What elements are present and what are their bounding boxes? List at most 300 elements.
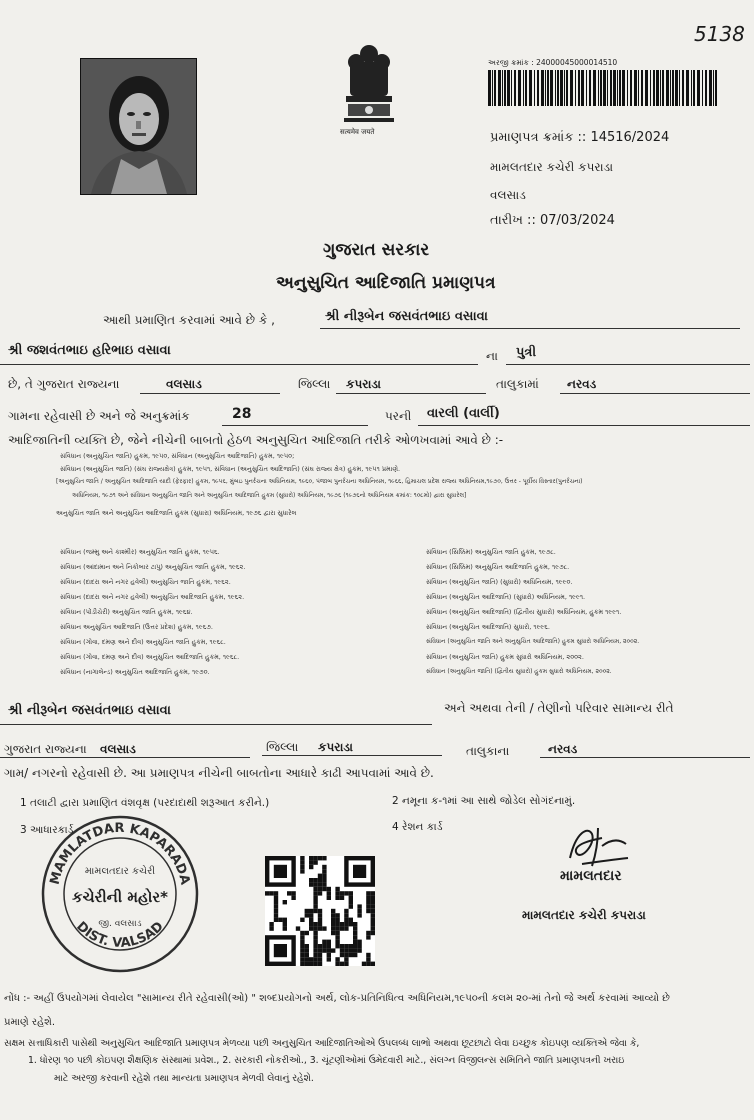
taluka-label: તાલુકામાં (496, 377, 539, 391)
barcode-bar (603, 70, 606, 106)
qr-module (344, 944, 348, 948)
qr-module (318, 913, 322, 917)
qr-module (313, 926, 317, 930)
barcode-bar (610, 70, 612, 106)
basis-item: 1 તલાટી દ્વારા પ્રમાણિત વંશવૃક્ષ (પરદાદાથી શરૂઆત કરીને.) (20, 797, 270, 809)
barcode-bar (502, 70, 503, 106)
qr-module (335, 913, 339, 917)
residence-district-label: જિલ્લા (266, 740, 299, 754)
qr-module (318, 953, 322, 957)
barcode-bar (518, 70, 521, 106)
qr-module (335, 931, 339, 935)
qr-module (335, 918, 339, 922)
qr-code-image (265, 856, 375, 966)
qr-module (349, 944, 353, 948)
qr-module (313, 904, 317, 908)
footer-note: નોંધ :- અહીં ઉપયોગમાં લેવાયેલ "સામાન્ય રીતે રહેવાસી(ઓ) " શબ્દપ્રયોગનો અર્થ, લોક-પ્રતિનિધિત્વ અધિનિયમ,૧૯૫૦ની કલમ ૨૦-માં તેનો જે અર્થ કરવામાં આવ્યો છે (4, 993, 670, 1004)
qr-module (335, 926, 339, 930)
qr-module (313, 944, 317, 948)
barcode-bar (555, 70, 556, 106)
qr-module (300, 918, 304, 922)
qr-module (340, 922, 344, 926)
barcode (486, 70, 722, 106)
qr-module (344, 962, 348, 966)
qr-module (305, 962, 309, 966)
seal-center-line3: જી. વલસાડ (98, 919, 142, 929)
footer-usage-list: 1. ધોરણ ૧૦ પછી કોઇપણ શૈક્ષણિક સંસ્થામાં પ્રવેશ., 2. સરકારી નોકરીઓ., 3. ચૂંટણીઓમાં ઉમેદવારી માટે., સંલગ્ન વિજીલન્સ સમિતિને જાતિ પ્રમાણપત્રની ખરાઇ (28, 1055, 625, 1066)
qr-module (322, 865, 326, 869)
qr-module (313, 935, 317, 939)
barcode-bar (547, 70, 549, 106)
barcode-bar (492, 70, 493, 106)
qr-module (366, 953, 370, 957)
basis-item: 2 નમૂના ક-૧માં આ સાથે જોડેલ સોગંદનામું. (392, 795, 576, 807)
holder-name: શ્રી નીરૂબેન જસવંતભાઇ વસાવા (325, 309, 488, 324)
barcode-bar (541, 70, 544, 106)
barcode-bar (622, 70, 625, 106)
barcode-bar (697, 70, 700, 106)
tribe-recognition-text: આદિજાતિની વ્યક્તિ છે, જેને નીચેની બાબતો હેઠળ અનુસુચિત આદિજાતિ તરીકે ઓળખવામાં આવે છે :- (8, 433, 504, 447)
qr-module (371, 926, 375, 930)
serial-number: 28 (232, 406, 252, 422)
order-line: [અનુસુચિત જાતિ / અનુસુચિત આદિજાતિ યાદી (ફેરફાર) હુકમ, ૧૯૫૬, મુંબઇ પુનર્રચના અધિનિયમ, ૧૯૬૦, પંજાબ પુનર્રચના અધિનિયમ, ૧૯૬૬, હિમાચલ પ્રદેશ રાજ્ય અધિનિયમ,૧૯૭૦, ઉત્તર - પૂર્વીય વિસ્તાર(પુનર્રચના) (56, 478, 583, 485)
order-left: સંવિધાન (દાદરા અને નગર હવેલી) અનુસુચિત જાતિ હુકમ, ૧૯૬૨. (60, 578, 231, 586)
qr-module (305, 957, 309, 961)
header-district: વલસાડ (490, 188, 526, 202)
qr-code (265, 856, 375, 966)
qr-module (327, 887, 331, 891)
barcode-bar (529, 70, 532, 106)
qr-module (313, 953, 317, 957)
qr-module (318, 926, 322, 930)
barcode-bar (662, 70, 664, 106)
barcode-bar (560, 70, 563, 106)
qr-module (318, 948, 322, 952)
qr-module (349, 922, 353, 926)
qr-module (335, 891, 339, 895)
qr-module (300, 931, 304, 935)
qr-module (318, 887, 322, 891)
qr-module (353, 926, 357, 930)
barcode-bar (570, 70, 573, 106)
qr-module (274, 909, 278, 913)
barcode-bar (679, 70, 680, 106)
barcode-bar (660, 70, 661, 106)
qr-module (318, 878, 322, 882)
resident-name: શ્રી નીરૂબેન જસવંતભાઇ વસાવા (8, 703, 171, 718)
barcode-bar (675, 70, 678, 106)
barcode-bar (514, 70, 516, 106)
district-value: વલસાડ (166, 377, 202, 391)
qr-module (371, 891, 375, 895)
barcode-bar (682, 70, 684, 106)
qr-module (366, 962, 370, 966)
qr-module (274, 900, 278, 904)
of-word: ના (486, 349, 498, 363)
barcode-bar (507, 70, 510, 106)
qr-module (322, 926, 326, 930)
qr-module (305, 948, 309, 952)
barcode-bar (494, 70, 496, 106)
qr-module (366, 896, 370, 900)
barcode-bar (705, 70, 707, 106)
taluka-value: કપરાડા (346, 377, 381, 391)
barcode-bar (641, 70, 643, 106)
qr-module (300, 953, 304, 957)
barcode-bar (534, 70, 535, 106)
barcode-bar (702, 70, 703, 106)
qr-module (318, 909, 322, 913)
barcode-bar (586, 70, 587, 106)
qr-module (265, 891, 269, 895)
qr-module (371, 918, 375, 922)
order-right: સંવિધાન (અનુસુચિત જાતિ અને અનુસુચિત આદિજાતિ) હુકમ સુધારો અધિનિયમ, ૨૦૦૨. (426, 638, 640, 645)
qr-module (318, 944, 322, 948)
qr-module (344, 957, 348, 961)
qr-module (322, 856, 326, 860)
residence-taluka-label: તાલુકાના (466, 744, 510, 758)
qr-module (313, 882, 317, 886)
qr-module (322, 869, 326, 873)
barcode-bar (488, 70, 491, 106)
barcode-bar (537, 70, 539, 106)
barcode-bar (627, 70, 628, 106)
qr-module (283, 926, 287, 930)
qr-module (371, 962, 375, 966)
qr-module (269, 891, 273, 895)
order-line: સંવિધાન (અનુસુચિત જાતિ) (સંઘ રાજ્યક્ષેત્ર) હુકમ, ૧૯૫૧, સંવિધાન (અનુસુચિત આદિજાતિ) (સંઘ રાજ્ય ક્ષેત્ર) હુકમ, ૧૯૫૧ પ્રમાણે. (60, 465, 401, 473)
district-label: જિલ્લા (298, 377, 331, 391)
tribe-name: વારલી (વાર્લી) (427, 406, 500, 421)
qr-module (300, 869, 304, 873)
qr-module (335, 935, 339, 939)
order-line: અધિનિયમ, ૧૯૭૧ અને સંવિધાન અનુસુચિત જાતિ અને અનુસુચિત આદિજાતિ હુકમ (સુધારો) અધિનિયમ, ૧૯૭૬ (૧૯૭૬નો અધિનિયમ ક્રમાંક: ૧૦૮મો) દ્વારા સુધારેલ] (72, 492, 467, 499)
barcode-image (486, 70, 722, 106)
qr-module (371, 909, 375, 913)
qr-module (353, 944, 357, 948)
barcode-bar (709, 70, 712, 106)
qr-module (300, 865, 304, 869)
barcode-bar (589, 70, 591, 106)
issue-date: તારીખ :: 07/03/2024 (490, 213, 615, 228)
qr-module (318, 962, 322, 966)
qr-module (371, 931, 375, 935)
order-right: સંવિધાન (સિક્કિમ) અનુસુચિત જાતિ હુકમ, ૧૯૭૮. (426, 548, 556, 556)
qr-module (349, 948, 353, 952)
qr-module (283, 900, 287, 904)
office-seal (40, 814, 200, 974)
qr-module (313, 962, 317, 966)
qr-module (309, 926, 313, 930)
barcode-bar (693, 70, 695, 106)
qr-module (340, 948, 344, 952)
parent-name: શ્રી જશવંતભાઇ હરિભાઇ વસાવા (8, 343, 171, 358)
qr-module (335, 887, 339, 891)
qr-module (305, 913, 309, 917)
barcode-bar (670, 70, 671, 106)
qr-module (357, 948, 361, 952)
state-prefix: છે, તે ગુજરાત રાજ્યના (8, 377, 120, 391)
qr-module (371, 896, 375, 900)
qr-module (344, 918, 348, 922)
barcode-bar (638, 70, 639, 106)
qr-module (313, 900, 317, 904)
barcode-bar (686, 70, 689, 106)
qr-module (331, 931, 335, 935)
order-right: સંવિધાન (અનુસુચિત જાતિ) હુકમ સુધારો અધિનિયમ, ૨૦૦૨. (426, 653, 584, 661)
order-left: સંવિધાન (દાદરા અને નગર હવેલી) અનુસુચિત આદિજાતિ હુકમ, ૧૯૬૨. (60, 593, 245, 601)
qr-module (313, 860, 317, 864)
tribe-label: પરની (385, 409, 412, 423)
barcode-bar (630, 70, 632, 106)
qr-module (291, 891, 295, 895)
seal-bottom-text: DIST. VALSAD (73, 919, 167, 952)
qr-module (335, 957, 339, 961)
qr-module (349, 891, 353, 895)
qr-module (305, 931, 309, 935)
order-right: સંવિધાન (અનુસુચિત આદિજાતિ) સુધારો, ૧૯૯૬. (426, 623, 550, 631)
qr-module (327, 940, 331, 944)
qr-module (318, 874, 322, 878)
qr-module (313, 856, 317, 860)
qr-module (353, 940, 357, 944)
order-left: સંવિધાન (પોંડીચેરી) અનુસુચિત જાતિ હુકમ, ૧૯૬૪. (60, 608, 193, 616)
signature-image (562, 822, 632, 872)
certificate-number: પ્રમાણપત્ર ક્રમાંક :: 14516/2024 (490, 130, 670, 145)
qr-module (322, 940, 326, 944)
qr-module (353, 953, 357, 957)
order-left: સંવિધાન અનુસુચિત આદિજાતિ (ઉત્તર પ્રદેશ) હુકમ, ૧૯૬૭. (60, 623, 213, 631)
residence-taluka: કપરાડા (318, 740, 353, 754)
qr-module (366, 909, 370, 913)
qr-module (327, 957, 331, 961)
order-right: સંવિધાન (અનુસુચિત આદિજાતિ) (સુધારો) અધિનિયમ, ૧૯૯૧. (426, 593, 586, 601)
qr-module (309, 865, 313, 869)
qr-module (327, 948, 331, 952)
qr-module (269, 926, 273, 930)
qr-module (340, 953, 344, 957)
barcode-bar (578, 70, 580, 106)
qr-module (305, 944, 309, 948)
qr-module (331, 913, 335, 917)
barcode-bar (581, 70, 584, 106)
signature (562, 822, 632, 872)
order-left: સંવિધાન (જમ્મુ અને કાશ્મીર) અનુસુચિત જાતિ હુકમ, ૧૯૫૬. (60, 548, 220, 556)
basis-item: 4 રેશન કાર્ડ (392, 821, 443, 833)
barcode-bar (650, 70, 651, 106)
signatory-office: મામલતદાર કચેરી કપરાડા (522, 908, 646, 922)
certificate-title: અનુસુચિત આદિજાતિ પ્રમાણપત્ર (276, 273, 496, 293)
qr-module (300, 856, 304, 860)
seal-center-line2: કચેરીની મહોર* (72, 888, 168, 906)
qr-module (366, 957, 370, 961)
barcode-bar (600, 70, 602, 106)
order-left: સંવિધાન (ગોવા, દમણ અને દીવ) અનુસુચિત આદિજાતિ હુકમ, ૧૯૬૮. (60, 653, 240, 661)
qr-module (318, 922, 322, 926)
qr-module (340, 926, 344, 930)
qr-module (340, 896, 344, 900)
barcode-bar (666, 70, 669, 106)
qr-module (296, 926, 300, 930)
national-emblem (334, 40, 404, 140)
qr-module (349, 904, 353, 908)
qr-module (335, 896, 339, 900)
qr-module (300, 957, 304, 961)
barcode-bar (634, 70, 637, 106)
applicant-photo (80, 58, 197, 195)
certify-prefix: આથી પ્રમાણિત કરવામાં આવે છે કે , (103, 313, 275, 327)
qr-module (313, 896, 317, 900)
qr-module (353, 948, 357, 952)
qr-module (331, 922, 335, 926)
village-resident-text: ગામના રહેવાસી છે અને જે અનુક્રમાંક (8, 409, 190, 423)
qr-module (283, 922, 287, 926)
qr-module (353, 935, 357, 939)
qr-module (313, 887, 317, 891)
qr-module (313, 891, 317, 895)
ashoka-lion-icon (334, 40, 404, 128)
qr-module (309, 962, 313, 966)
barcode-bar (523, 70, 524, 106)
qr-module (318, 856, 322, 860)
barcode-bar (575, 70, 576, 106)
qr-finder (274, 944, 287, 957)
qr-module (327, 896, 331, 900)
barcode-bar (691, 70, 692, 106)
qr-module (313, 909, 317, 913)
qr-module (291, 896, 295, 900)
qr-module (274, 918, 278, 922)
qr-module (331, 948, 335, 952)
qr-module (357, 944, 361, 948)
qr-module (327, 944, 331, 948)
order-left: સંવિધાન (આંદામાન અને નિકોબાર ટાપુ) અનુસુચિત જાતિ હુકમ, ૧૯૬૨. (60, 563, 246, 571)
qr-module (357, 904, 361, 908)
barcode-bar (656, 70, 659, 106)
qr-finder (353, 865, 366, 878)
qr-module (340, 944, 344, 948)
qr-module (322, 874, 326, 878)
qr-module (335, 922, 339, 926)
qr-module (349, 896, 353, 900)
qr-module (327, 953, 331, 957)
qr-module (322, 887, 326, 891)
qr-module (300, 948, 304, 952)
issuing-office: મામલતદાર કચેરી કપરાડા (490, 160, 614, 174)
qr-module (349, 900, 353, 904)
residence-district: વલસાડ (100, 742, 136, 756)
qr-module (371, 922, 375, 926)
qr-module (300, 860, 304, 864)
qr-module (309, 909, 313, 913)
qr-module (353, 931, 357, 935)
corner-number: 5138 (694, 22, 745, 46)
qr-module (313, 922, 317, 926)
qr-module (357, 940, 361, 944)
qr-module (287, 891, 291, 895)
qr-module (322, 882, 326, 886)
barcode-bar (525, 70, 527, 106)
seal-stamp-icon (40, 814, 200, 974)
qr-module (335, 944, 339, 948)
qr-module (274, 913, 278, 917)
residence-village: નરવડ (548, 742, 578, 756)
qr-module (322, 944, 326, 948)
barcode-bar (564, 70, 565, 106)
qr-module (278, 918, 282, 922)
order-line: અનુસુચિત જાતિ અને અનુસુચિત આદિજાતિ હુકમ (સુધારા) અધિનિયમ, ૧૯૭૬ દ્વારા સુધારેલ (56, 509, 297, 517)
qr-module (322, 948, 326, 952)
barcode-bar (619, 70, 621, 106)
footer-note-continued: પ્રમાણે રહેશે. (4, 1017, 56, 1028)
barcode-bar (672, 70, 674, 106)
qr-module (318, 882, 322, 886)
signatory-title: મામલતદાર (560, 868, 622, 884)
seal-top-text: MAMLATDAR KAPARADA (47, 820, 193, 887)
qr-module (371, 913, 375, 917)
emblem-motto: सत्यमेव जयते (340, 128, 375, 136)
qr-module (344, 913, 348, 917)
qr-module (344, 953, 348, 957)
qr-module (309, 860, 313, 864)
family-text: અને અથવા તેની / તેણીનો પરિવાર સામાન્ય રીતે (444, 701, 674, 715)
qr-module (309, 922, 313, 926)
barcode-bar (713, 70, 714, 106)
barcode-bar (653, 70, 655, 106)
order-right: સંવિધાન (અનુસુચિત જાતિ) (દ્વિતીય સુધારો) હુકમ સુધારો અધિનિયમ, ૨૦૦૨. (426, 668, 612, 675)
qr-module (331, 918, 335, 922)
barcode-bar (715, 70, 717, 106)
qr-module (366, 900, 370, 904)
barcode-bar (498, 70, 501, 106)
qr-module (344, 926, 348, 930)
qr-module (322, 878, 326, 882)
barcode-bar (557, 70, 559, 106)
barcode-bar (598, 70, 599, 106)
residence-statement: ગામ/ નગરનો રહેવાસી છે. આ પ્રમાણપત્ર નીચેની બાબતોના આધારે કાઢી આપવામાં આવે છે. (4, 766, 434, 780)
qr-module (349, 953, 353, 957)
application-number: અરજી ક્રમાંક : 24000045000014510 (488, 58, 618, 67)
qr-module (335, 940, 339, 944)
qr-module (300, 940, 304, 944)
qr-module (274, 891, 278, 895)
barcode-bar (645, 70, 648, 106)
qr-module (318, 891, 322, 895)
qr-module (318, 957, 322, 961)
order-right: સંવિધાન (અનુસુચિત આદિજાતિ) (દ્વિતીય સુધારો) અધિનિયમ, હુકમ ૧૯૯૧. (426, 608, 622, 616)
qr-module (344, 922, 348, 926)
basis-item: 3 આધારકાર્ડ (20, 824, 74, 836)
qr-module (313, 948, 317, 952)
qr-module (274, 904, 278, 908)
qr-module (371, 904, 375, 908)
portrait-image (81, 59, 196, 194)
qr-module (366, 904, 370, 908)
qr-module (331, 926, 335, 930)
qr-module (366, 891, 370, 895)
qr-module (318, 918, 322, 922)
qr-module (331, 909, 335, 913)
qr-module (309, 882, 313, 886)
order-right: સંવિધાન (અનુસુચિત જાતિ) (સુધારો) અધિનિયમ, ૧૯૯૦. (426, 578, 573, 586)
qr-module (366, 931, 370, 935)
qr-module (309, 957, 313, 961)
order-left: સંવિધાન (નાગાલેન્ડ) અનુસુચિત આદિજાતિ હુકમ, ૧૯૭૦. (60, 668, 210, 676)
barcode-bar (613, 70, 616, 106)
relation: પુત્રી (516, 345, 537, 360)
barcode-bar (607, 70, 608, 106)
qr-module (305, 953, 309, 957)
